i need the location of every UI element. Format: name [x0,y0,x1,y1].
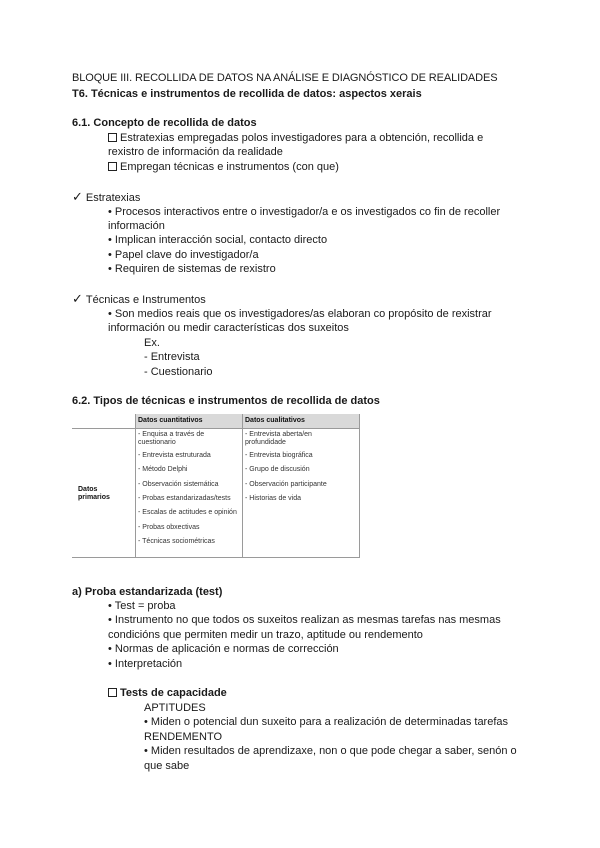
table-cell: profundidade [245,439,286,446]
proba-bullet-3: • Normas de aplicación e normas de corrección [108,643,339,655]
concept-item-1-cont: rexistro de información da realidade [108,146,283,158]
concept-item-1-text: Estratexias empregadas polos investigadores para a obtención, recollida e [120,132,484,144]
concept-item-2 [108,160,339,174]
rendemento-bullet-cont: que sabe [144,760,190,772]
row-label-line-2: primarios [78,494,110,501]
rendemento-bullet: • Miden resultados de aprendizaxe, non o que pode chegar a saber, senón o [144,745,517,757]
proba-bullet-2-cont: condicións que permiten medir un trazo, aptitude ou rendemento [108,629,423,641]
proba-bullet-4: • Interpretación [108,658,183,670]
tecnicas-bullet-1: • Son medios reais que os investigadores/as elaboran co propósito de rexistrar [108,308,492,320]
rendemento-label: RENDEMENTO [144,731,223,743]
estratexias-title-text: Estratexias [85,192,141,204]
tecnicas-bullet-1-cont: información ou medir características dos suxeitos [108,322,349,334]
table-cell: - Técnicas sociométricas [138,538,215,545]
example-label: Ex. [144,337,160,349]
table-cell: - Entrevista aberta/en [245,431,312,438]
estratexias-title [72,190,140,205]
table-header-quantitative: Datos cuantitativos [138,417,203,424]
example-item-1: - Entrevista [144,351,200,363]
table-cell: - Observación participante [245,481,327,488]
table-divider [72,428,360,429]
checkmark-icon: ✓ [72,189,83,204]
table-cell: - Enquisa a través de [138,431,205,438]
table-header-qualitative: Datos cualitativos [245,417,305,424]
table-cell: cuestionario [138,439,176,446]
estratexias-bullet-2: • Implican interacción social, contacto directo [108,234,328,246]
capacidade-heading-text: Tests de capacidade [120,687,227,699]
table-cell: - Grupo de discusión [245,466,310,473]
concept-item-2-text: Empregan técnicas e instrumentos (con que) [120,161,339,173]
proba-bullet-1: • Test = proba [108,600,176,612]
aptitudes-label: APTITUDES [144,702,206,714]
table-cell: - Entrevista biográfica [245,452,313,459]
aptitudes-bullet: • Miden o potencial dun suxeito para a realización de determinadas tarefas [144,716,509,728]
table-divider [135,414,136,558]
techniques-table [72,414,360,558]
table-divider [72,557,360,558]
table-row-label [78,486,110,502]
checkmark-icon: ✓ [72,291,83,306]
square-bullet-icon [108,162,117,171]
proba-heading: a) Proba estandarizada (test) [72,586,223,598]
example-item-2: - Cuestionario [144,366,213,378]
table-cell: - Escalas de actitudes e opinión [138,509,237,516]
row-label-line-1: Datos [78,486,98,493]
table-cell: - Historias de vida [245,495,302,502]
section-6-1-heading: 6.1. Concepto de recollida de datos [72,117,257,129]
table-cell: - Observación sistemática [138,481,219,488]
tecnicas-title [72,292,206,307]
estratexias-bullet-4: • Requiren de sistemas de rexistro [108,263,276,275]
table-cell: - Probas obxectivas [138,524,200,531]
table-cell: - Probas estandarizadas/tests [138,495,231,502]
table-cell: - Método Delphi [138,466,188,473]
topic-title: T6. Técnicas e instrumentos de recollida de datos: aspectos xerais [72,88,422,100]
square-bullet-icon [108,133,117,142]
table-divider [242,414,243,558]
estratexias-bullet-1-cont: información [108,220,165,232]
concept-item-1 [108,131,483,145]
tecnicas-title-text: Técnicas e Instrumentos [85,294,206,306]
proba-bullet-2: • Instrumento no que todos os suxeitos realizan as mesmas tarefas nas mesmas [108,614,501,626]
section-6-2-heading: 6.2. Tipos de técnicas e instrumentos de recollida de datos [72,395,380,407]
table-divider [359,414,360,558]
block-title: BLOQUE III. RECOLLIDA DE DATOS NA ANÁLISE E DIAGNÓSTICO DE REALIDADES [72,72,498,84]
capacidade-heading [108,686,227,700]
estratexias-bullet-3: • Papel clave do investigador/a [108,249,259,261]
square-bullet-icon [108,688,117,697]
estratexias-bullet-1: • Procesos interactivos entre o investigador/a e os investigados co fin de recoller [108,206,501,218]
table-cell: - Entrevista estruturada [138,452,211,459]
